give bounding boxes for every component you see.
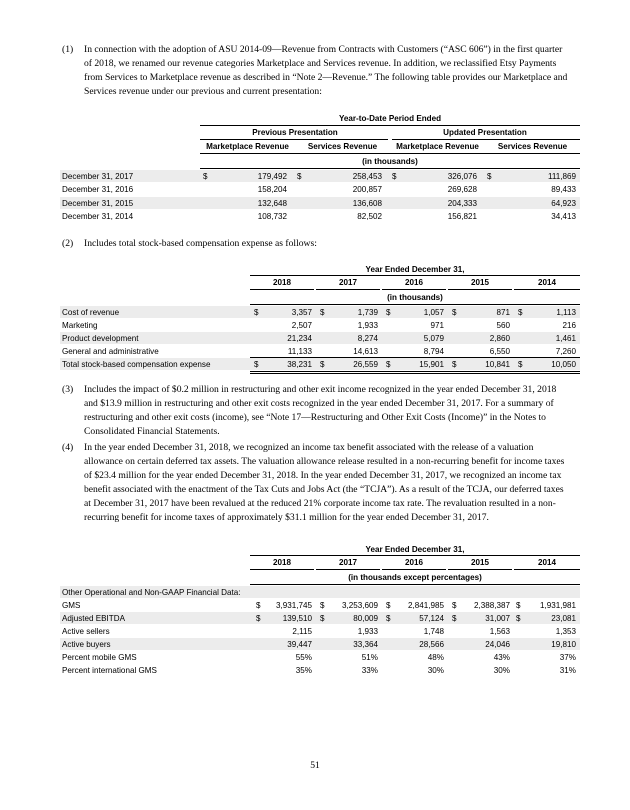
table3-cell: 48% [427, 653, 444, 662]
table3-year-rule [382, 569, 446, 570]
currency-symbol: $ [320, 360, 325, 369]
table2-cell: 2,860 [489, 334, 510, 343]
table3-cell: 33% [361, 666, 378, 675]
table3-row-label: GMS [62, 601, 81, 610]
table3-header-rule [250, 555, 580, 556]
table3-units: (in thousands except percentages) [348, 573, 482, 582]
page-number: 51 [310, 760, 320, 771]
footnote-3 [62, 383, 572, 439]
table2-row-label: Marketing [62, 321, 98, 330]
table2-row-label: General and administrative [62, 347, 159, 356]
table1-cell: 111,869 [547, 172, 576, 181]
table2-row-label: Product development [62, 334, 139, 343]
table1-period-header: Year-to-Date Period Ended [338, 114, 442, 123]
table3-cell: 1,931,981 [539, 601, 576, 610]
table2-cell: 1,057 [423, 308, 444, 317]
table1-cell: 326,076 [447, 172, 477, 181]
table1-row-label: December 31, 2014 [62, 212, 134, 221]
table3-cell: 35% [295, 666, 312, 675]
table3-cell: 3,931,745 [275, 601, 312, 610]
table3-row-label: Percent international GMS [62, 666, 157, 675]
table3-year-header: 2014 [537, 558, 556, 567]
table1-group-previous: Previous Presentation [252, 128, 338, 137]
table2-total-double-rule [250, 373, 580, 374]
footnote-1 [62, 43, 572, 99]
table2-total-label: Total stock-based compensation expense [62, 360, 211, 369]
table2-period-header: Year Ended December 31, [365, 265, 465, 274]
table3-cell: 39,447 [287, 640, 312, 649]
table3-year-header: 2017 [338, 558, 357, 567]
table2-year-rule [382, 289, 446, 290]
currency-symbol: $ [452, 360, 457, 369]
table2-row-label: Cost of revenue [62, 308, 120, 317]
table1-cell: 108,732 [257, 212, 287, 221]
table3-cell: 80,009 [353, 614, 378, 623]
table3-cell: 31% [559, 666, 576, 675]
table1-units: (in thousands) [362, 157, 418, 166]
table2-cell: 1,739 [357, 308, 378, 317]
table3-year-rule [250, 569, 314, 570]
table2-year-rule [250, 289, 314, 290]
table3-cell: 43% [493, 653, 510, 662]
table1-cell: 89,433 [551, 185, 576, 194]
footnote-2-number: (2) [62, 238, 74, 249]
currency-symbol: $ [386, 360, 391, 369]
table2-cell: 21,234 [287, 334, 312, 343]
currency-symbol: $ [386, 614, 391, 623]
table2-cell: 6,550 [489, 347, 510, 356]
table2-total-top-rule [250, 357, 580, 358]
currency-symbol: $ [320, 308, 325, 317]
currency-symbol: $ [452, 601, 457, 610]
table1-group-rule-2 [392, 139, 580, 140]
table2-year-rule [448, 289, 512, 290]
table3-year-header: 2018 [272, 558, 291, 567]
table1-cell: 269,628 [447, 185, 477, 194]
table2-total-cell: 15,901 [419, 360, 444, 369]
currency-symbol: $ [386, 308, 391, 317]
table3-cell: 55% [295, 653, 312, 662]
table1-units-rule [200, 168, 580, 169]
currency-symbol: $ [516, 614, 521, 623]
table3-row-label: Active sellers [62, 627, 110, 636]
table3-year-header: 2016 [404, 558, 423, 567]
currency-symbol: $ [516, 601, 521, 610]
table3-year-header: 2015 [470, 558, 489, 567]
table3-cell: 23,081 [551, 614, 576, 623]
table3-cell: 24,046 [485, 640, 510, 649]
footnote-2 [62, 237, 572, 251]
table3-cell: 51% [361, 653, 378, 662]
table2-cell: 216 [562, 321, 576, 330]
table1-cell: 158,204 [257, 185, 287, 194]
table3-cell: 30% [427, 666, 444, 675]
table2-cell: 3,357 [291, 308, 312, 317]
currency-symbol: $ [386, 601, 391, 610]
table2-cell: 971 [430, 321, 444, 330]
footnote-4-text: In the year ended December 31, 2018, we recognized an income tax benefit associated with the release of a valuation allowance on certain deferred tax assets. The valuation allowance release resulted in a non-recurring benefit for income taxes of $23.4 million for the year ended December 31, 2018. In the year ended December 31, 2017, we recognized an income tax benefit associated with the enactment of the Tax Cuts and Jobs Act (the “TCJA”). As a result of the TCJA, our deferred taxes at December 31, 2017 have been revalued at the reduced 21% corporate income tax rate. The revaluation resulted in a non-recurring benefit for income taxes of approximately $31.1 million for the year ended December 31, 2017. [84, 442, 565, 523]
table3-cell: 2,388,387 [473, 601, 510, 610]
table2-cell: 1,461 [555, 334, 576, 343]
footnote-3-text: Includes the impact of $0.2 million in restructuring and other exit income recognized in the year ended December 31, 2018 and $13.9 million in restructuring and other exit costs recognized in the year ended December 31, 2017. For a summary of restructuring and other exit costs (income), see “Note 17—Restructuring and Other Exit Costs (Income)” in the Notes to Consolidated Financial Statements. [84, 384, 557, 437]
table1-cell: 136,608 [352, 199, 382, 208]
footnote-4 [62, 441, 572, 525]
table2-cell: 1,113 [556, 308, 576, 317]
table1-col-header-2: Services Revenue [307, 142, 378, 151]
table1-cell: 34,413 [551, 212, 576, 221]
table2-total-bottom-rule [250, 371, 580, 372]
table2-header-rule [250, 275, 580, 276]
table1-col-header-3: Marketplace Revenue [396, 142, 479, 151]
table3-row-label: Active buyers [62, 640, 111, 649]
table2-total-cell: 10,841 [485, 360, 510, 369]
table3-cell: 1,353 [555, 627, 576, 636]
table2-year-header: 2016 [404, 278, 423, 287]
table3-year-rule [514, 569, 580, 570]
table2-total-cell: 26,559 [353, 360, 378, 369]
table3-cell: 28,566 [419, 640, 444, 649]
table2-cell: 5,079 [423, 334, 444, 343]
footnote-2-text: Includes total stock-based compensation expense as follows: [84, 238, 317, 249]
table1-col-header-1: Marketplace Revenue [206, 142, 289, 151]
table3-cell: 19,810 [551, 640, 576, 649]
table3-year-rule [316, 569, 380, 570]
table2-year-header: 2014 [537, 278, 556, 287]
table1-cell: 258,453 [352, 172, 382, 181]
table3-row-label: Percent mobile GMS [62, 653, 137, 662]
table2-units-rule [250, 304, 580, 305]
table2-year-rule [514, 289, 580, 290]
table3-cell: 57,124 [419, 614, 444, 623]
currency-symbol: $ [487, 172, 492, 181]
table2-year-header: 2015 [470, 278, 489, 287]
table1-cell: 132,648 [257, 199, 287, 208]
table1-cell: 200,857 [352, 185, 382, 194]
table3-row-label: Adjusted EBITDA [62, 614, 125, 623]
currency-symbol: $ [254, 308, 259, 317]
table3-period-header: Year Ended December 31, [365, 545, 465, 554]
table1-cell: 179,492 [257, 172, 287, 181]
table3-cell: 37% [559, 653, 576, 662]
table3-cell: 31,007 [485, 614, 510, 623]
table3-cell: 30% [493, 666, 510, 675]
table2-cell: 871 [496, 308, 510, 317]
footnote-1-number: (1) [62, 44, 74, 55]
table2-year-rule [316, 289, 380, 290]
currency-symbol: $ [254, 360, 259, 369]
table3-cell: 1,563 [489, 627, 510, 636]
table2-total-cell: 38,231 [287, 360, 312, 369]
currency-symbol: $ [452, 308, 457, 317]
table2-year-header: 2017 [338, 278, 357, 287]
table2-total-cell: 10,050 [551, 360, 576, 369]
currency-symbol: $ [320, 601, 325, 610]
table3-cell: 1,748 [423, 627, 444, 636]
table3-year-rule [448, 569, 512, 570]
table2-cell: 8,794 [423, 347, 444, 356]
table2-cell: 7,260 [555, 347, 576, 356]
table1-group-rule-1 [200, 139, 388, 140]
table1-row-label: December 31, 2017 [62, 172, 134, 181]
table2-cell: 11,133 [287, 347, 312, 356]
currency-symbol: $ [518, 360, 523, 369]
table2-cell: 8,274 [357, 334, 378, 343]
table1-cell: 82,502 [357, 212, 382, 221]
currency-symbol: $ [256, 614, 261, 623]
footnote-3-number: (3) [62, 384, 74, 395]
table2-cell: 560 [496, 321, 510, 330]
table3-cell: 2,115 [292, 627, 312, 636]
table1-col-rule [200, 153, 580, 154]
table3-cell: 1,933 [357, 627, 378, 636]
table1-row-label: December 31, 2016 [62, 185, 134, 194]
currency-symbol: $ [203, 172, 208, 181]
table1-col-header-4: Services Revenue [497, 142, 568, 151]
table2-year-header: 2018 [272, 278, 291, 287]
currency-symbol: $ [297, 172, 302, 181]
table1-cell: 204,333 [447, 199, 477, 208]
table3-section-label: Other Operational and Non-GAAP Financial Data: [62, 588, 241, 597]
table2-cell: 14,613 [353, 347, 378, 356]
table3-units-rule [250, 584, 580, 585]
currency-symbol: $ [320, 614, 325, 623]
currency-symbol: $ [452, 614, 457, 623]
table2-cell: 2,507 [291, 321, 312, 330]
footnote-4-number: (4) [62, 442, 74, 453]
footnote-1-text: In connection with the adoption of ASU 2014-09—Revenue from Contracts with Customers (“ASC 606”) in the first quarter of 2018, we renamed our revenue categories Marketplace and Services revenue. In addition, we reclassified Etsy Payments from Services to Marketplace revenue as described in “Note 2—Revenue.” The following table provides our Marketplace and Services revenue under our previous and current presentation: [84, 44, 568, 97]
currency-symbol: $ [256, 601, 261, 610]
table1-group-updated: Updated Presentation [443, 128, 527, 137]
table3-cell: 3,253,609 [341, 601, 378, 610]
currency-symbol: $ [518, 308, 523, 317]
table3-cell: 139,510 [282, 614, 312, 623]
table1-cell: 156,821 [447, 212, 477, 221]
table1-row-label: December 31, 2015 [62, 199, 134, 208]
table2-cell: 1,933 [357, 321, 378, 330]
table3-cell: 33,364 [353, 640, 378, 649]
table2-units: (in thousands) [387, 293, 443, 302]
table3-cell: 2,841,985 [407, 601, 444, 610]
table1-header-rule [200, 125, 580, 126]
table1-cell: 64,923 [551, 199, 576, 208]
currency-symbol: $ [392, 172, 397, 181]
